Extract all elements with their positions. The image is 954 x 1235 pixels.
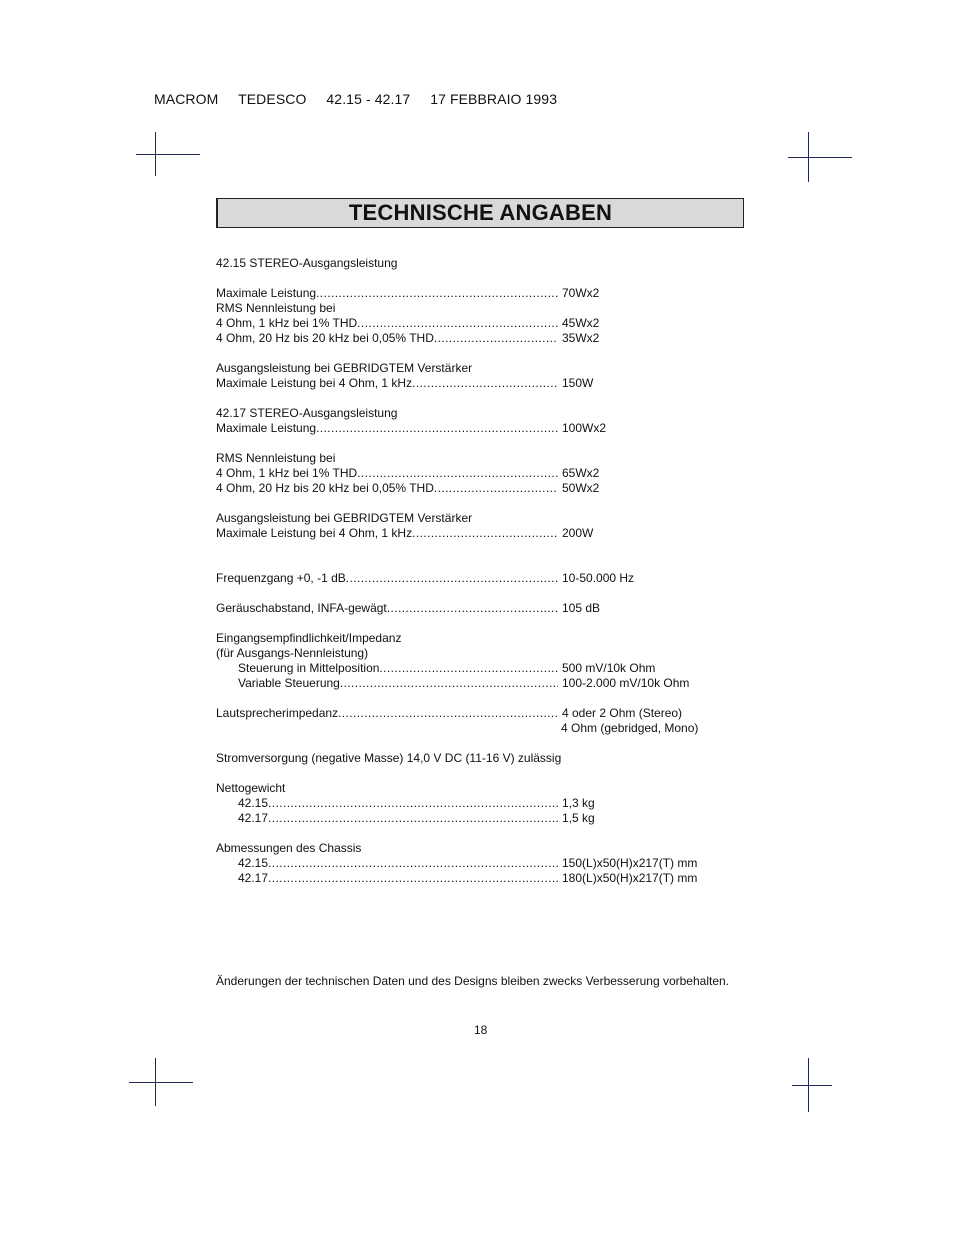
section-4217-heading: 42.17 STEREO-Ausgangsleistung <box>216 406 398 420</box>
bridged-heading: Ausgangsleistung bei GEBRIDGTEM Verstärker <box>216 511 473 525</box>
spec-row <box>216 706 756 721</box>
spec-row <box>216 871 756 886</box>
sensitivity-subheading: (für Ausgangs-Nennleistung) <box>216 646 369 660</box>
spec-label: 4 Ohm, 20 Hz bis 20 kHz bei 0,05% THD <box>216 331 434 345</box>
spec-row <box>216 466 756 481</box>
document-header <box>154 91 557 107</box>
spec-row <box>216 421 756 436</box>
bridged-heading: Ausgangsleistung bei GEBRIDGTEM Verstärker <box>216 361 473 375</box>
registration-mark-top-left <box>136 132 200 176</box>
spec-label: 42.17 <box>238 871 269 885</box>
spec-label: 4 Ohm, 1 kHz bei 1% THD <box>216 316 358 330</box>
spec-value: 500 mV/10k Ohm <box>562 661 656 675</box>
header-name: TEDESCO <box>238 91 307 107</box>
spec-label: Maximale Leistung bei 4 Ohm, 1 kHz <box>216 526 413 540</box>
registration-mark-top-right <box>788 132 852 182</box>
spec-row <box>216 856 756 871</box>
page-title: TECHNISCHE ANGABEN <box>216 198 744 228</box>
spec-value: 45Wx2 <box>562 316 600 330</box>
spec-value: 65Wx2 <box>562 466 600 480</box>
spec-value: 4 oder 2 Ohm (Stereo) <box>562 706 683 720</box>
header-models: 42.15 - 42.17 <box>326 91 411 107</box>
spec-label: Variable Steuerung <box>238 676 340 690</box>
spec-row <box>216 526 756 541</box>
rms-heading: RMS Nennleistung bei <box>216 451 336 465</box>
spec-value: 50Wx2 <box>562 481 600 495</box>
spec-value: 1,3 kg <box>562 796 595 810</box>
header-date: 17 FEBBRAIO 1993 <box>430 91 558 107</box>
registration-mark-bottom-right <box>792 1058 832 1112</box>
spec-content <box>216 256 756 886</box>
spec-value: 70Wx2 <box>562 286 600 300</box>
spec-label: Maximale Leistung <box>216 421 317 435</box>
spec-row <box>216 796 756 811</box>
rms-heading: RMS Nennleistung bei <box>216 301 336 315</box>
spec-label: Maximale Leistung <box>216 286 317 300</box>
spec-value: 1,5 kg <box>562 811 595 825</box>
spec-value: 200W <box>562 526 594 540</box>
spec-value: 150W <box>562 376 594 390</box>
spec-value: 105 dB <box>562 601 601 615</box>
spec-label: Steuerung in Mittelposition <box>238 661 380 675</box>
spec-row <box>216 811 756 826</box>
spec-label: 42.15 <box>238 856 269 870</box>
weight-heading: Nettogewicht <box>216 781 286 795</box>
spec-value: 100Wx2 <box>562 421 607 435</box>
spec-row <box>216 376 756 391</box>
spec-row <box>216 481 756 496</box>
spec-row <box>216 316 756 331</box>
spec-label: Frequenzgang +0, -1 dB <box>216 571 346 585</box>
spec-label: 42.17 <box>238 811 269 825</box>
spec-label: Maximale Leistung bei 4 Ohm, 1 kHz <box>216 376 413 390</box>
spec-value: 35Wx2 <box>562 331 600 345</box>
dimensions-heading: Abmessungen des Chassis <box>216 841 362 855</box>
spec-row <box>216 676 756 691</box>
spec-label: 42.15 <box>238 796 269 810</box>
spec-label: Lautsprecherimpedanz <box>216 706 339 720</box>
sensitivity-heading: Eingangsempfindlichkeit/Impedanz <box>216 631 402 645</box>
page-number: 18 <box>474 1023 488 1037</box>
spec-label: Geräuschabstand, INFA-gewägt <box>216 601 387 615</box>
spec-value-continuation: 4 Ohm (gebridged, Mono) <box>561 721 699 735</box>
power-supply: Stromversorgung (negative Masse) 14,0 V DC (11-16 V) zulässig <box>216 751 562 765</box>
footer-note: Änderungen der technischen Daten und des Designs bleiben zwecks Verbesserung vorbehalten. <box>216 974 729 988</box>
spec-row <box>216 331 756 346</box>
spec-row <box>216 601 756 616</box>
spec-label: 4 Ohm, 1 kHz bei 1% THD <box>216 466 358 480</box>
spec-row <box>216 661 756 676</box>
spec-row <box>216 571 756 586</box>
spec-row <box>216 286 756 301</box>
spec-label: 4 Ohm, 20 Hz bis 20 kHz bei 0,05% THD <box>216 481 434 495</box>
section-4215-heading: 42.15 STEREO-Ausgangsleistung <box>216 256 398 270</box>
registration-mark-bottom-left <box>129 1058 193 1106</box>
header-company: MACROM <box>154 91 219 107</box>
spec-value: 180(L)x50(H)x217(T) mm <box>562 871 698 885</box>
spec-value: 100-2.000 mV/10k Ohm <box>562 676 690 690</box>
spec-value: 10-50.000 Hz <box>562 571 635 585</box>
spec-value: 150(L)x50(H)x217(T) mm <box>562 856 698 870</box>
